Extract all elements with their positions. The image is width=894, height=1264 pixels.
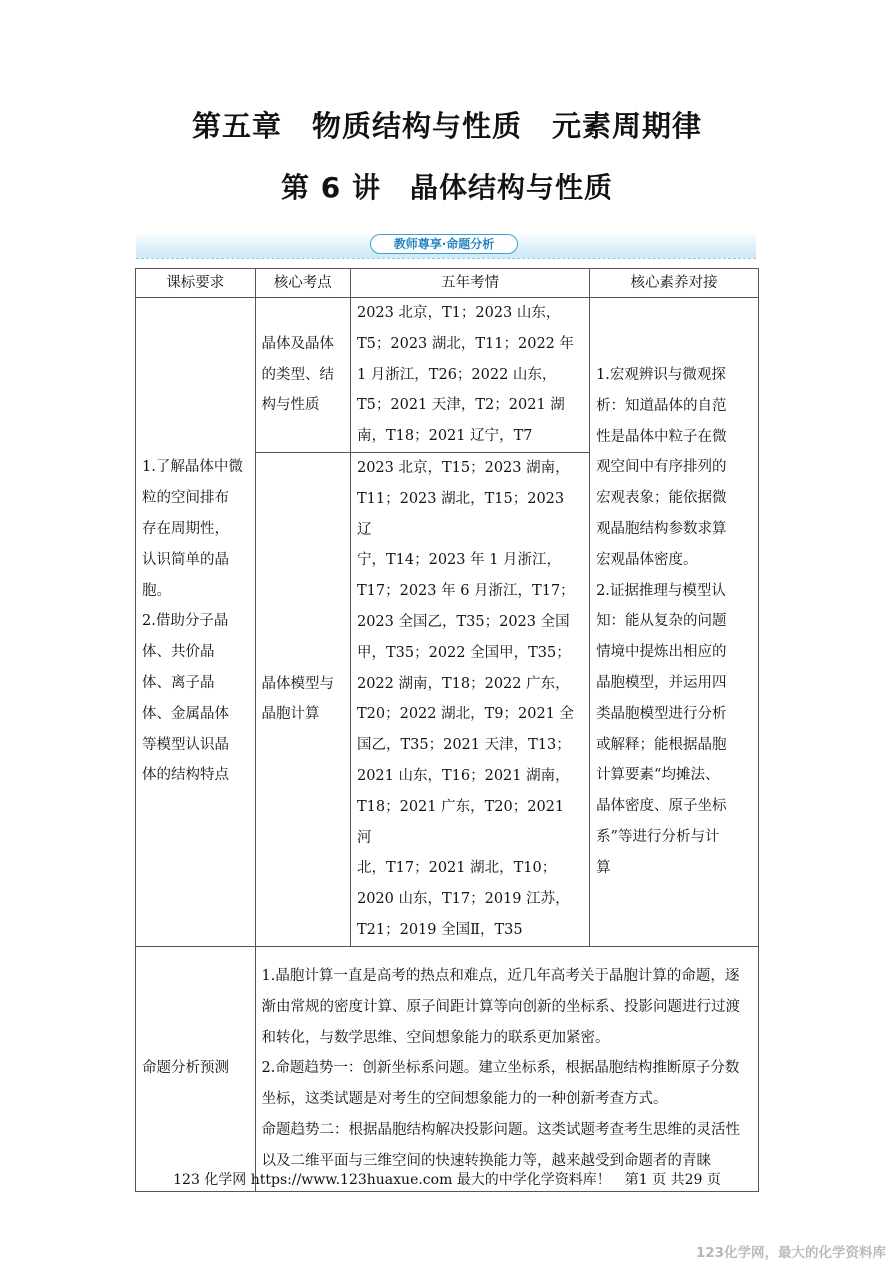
banner-label: 教师尊享·命题分析 — [370, 234, 518, 254]
exams-cell-2: 2023 北京，T15；2023 湖南， T11；2023 湖北，T15；2023 辽 宁，T14；2023 年 1 月浙江， T17；2023 年 6 月浙江，T17； 2023 全国乙，T35；2023 全国 甲，T35；2022 全国甲，T35； 2022 湖南，T18；2022 广东， T20；2022 湖北，T9；2021 全 国乙，T35；2021 天津，T13； 2021 山东，T16；2021 湖南， T18；2021 广东，T20；2021 河 北，T17；2021 湖北，T10； 2020 山东，T17；2019 江苏， T21；2019 全国Ⅱ，T35 — [350, 452, 589, 946]
header-requirement: 课标要求 — [136, 269, 256, 298]
table-row — [136, 946, 759, 1191]
table-header-row — [136, 269, 759, 298]
topic-cell-1: 晶体及晶体 的类型、结 构与性质 — [255, 298, 350, 453]
table-row — [136, 298, 759, 453]
literacy-cell: 1.宏观辨识与微观探 析：知道晶体的自范 性是晶体中粒子在微 观空间中有序排列的 宏观表象；能依据微 观晶胞结构参数求算 宏观晶体密度。 2.证据推理与模型认 知：能从复杂的问题 情境中提炼出相应的 晶胞模型，并运用四 类晶胞模型进行分析 或解释；能根据晶胞 计算要素“均摊法、 晶体密度、原子坐标 系”等进行分析与计 算 — [590, 298, 759, 947]
chapter-title: 第五章 物质结构与性质 元素周期律 — [191, 109, 702, 143]
page-footer: 123 化学网 https://www.123huaxue.com 最大的中学化学资料库！ 第1 页 共29 页 — [173, 1172, 721, 1188]
watermark: 123化学网，最大的化学资料库 — [695, 1245, 886, 1261]
teacher-banner — [136, 232, 756, 259]
lesson-title: 第 6 讲 晶体结构与性质 — [281, 171, 613, 204]
requirement-cell: 1.了解晶体中微 粒的空间排布 存在周期性， 认识简单的晶 胞。 2.借助分子晶 体、共价晶 体、离子晶 体、金属晶体 等模型认识晶 体的结构特点 — [136, 298, 256, 947]
header-literacy: 核心素养对接 — [590, 269, 759, 298]
analysis-table — [135, 268, 759, 1192]
exams-cell-1: 2023 北京，T1；2023 山东， T5；2023 湖北，T11；2022 年 1 月浙江，T26；2022 山东， T5；2021 天津，T2；2021 湖 南，T18；2021 辽宁，T7 — [350, 298, 589, 453]
topic-cell-2: 晶体模型与 晶胞计算 — [255, 452, 350, 946]
prediction-label: 命题分析预测 — [136, 946, 256, 1191]
header-exams: 五年考情 — [350, 269, 589, 298]
header-topic: 核心考点 — [255, 269, 350, 298]
prediction-text: 1.晶胞计算一直是高考的热点和难点，近几年高考关于晶胞计算的命题，逐渐由常规的密度计算、原子间距计算等向创新的坐标系、投影问题进行过渡和转化，与数学思维、空间想象能力的联系更加紧密。 2.命题趋势一：创新坐标系问题。建立坐标系，根据晶胞结构推断原子分数坐标，这类试题是对考生的空间想象能力的一种创新考查方式。 命题趋势二：根据晶胞结构解决投影问题。这类试题考查考生思维的灵活性以及二维平面与三维空间的快速转换能力等，越来越受到命题者的青睐 — [255, 946, 758, 1191]
